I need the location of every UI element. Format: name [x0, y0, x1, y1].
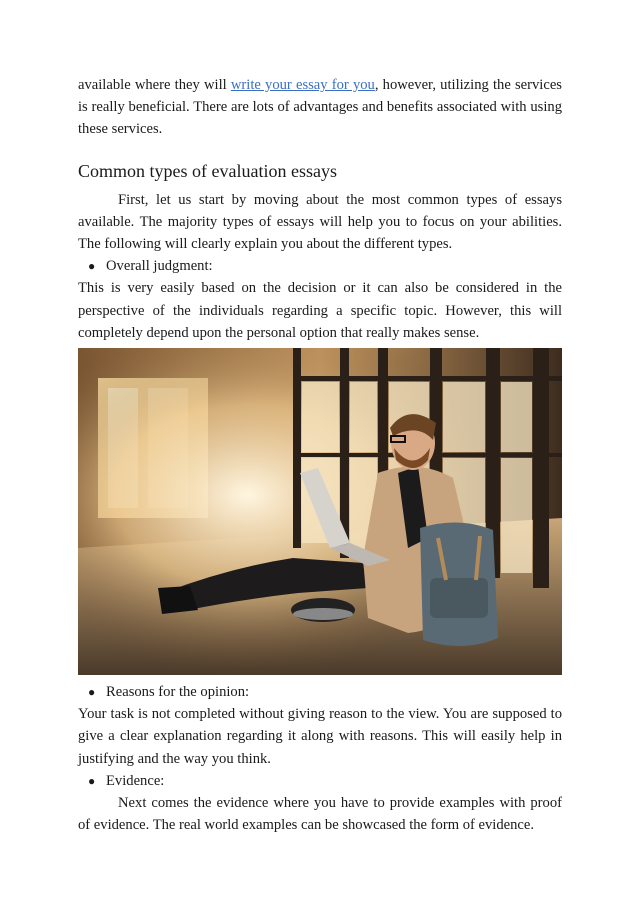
evidence-paragraph: Next comes the evidence where you have to provide examples with proof of evidence. The real world examples can be showcased the form of evidence. — [78, 795, 562, 834]
reasons-paragraph: Your task is not completed without giving reason to the view. You are supposed to give a clear explanation regarding it along with reasons. This will easily help in justifying and the way you think. — [78, 706, 562, 767]
essay-service-link[interactable]: write your essay for you — [230, 77, 375, 93]
bullet-evidence-label: Evidence: — [106, 772, 165, 789]
intro-text-before-link: available where they will — [78, 77, 231, 93]
document-page — [78, 74, 562, 836]
bullet-reasons-for-opinion — [78, 681, 562, 703]
bullet-dot-icon: ● — [88, 259, 96, 274]
intro-paragraph — [78, 74, 562, 141]
bullet-dot-icon: ● — [88, 773, 96, 788]
bullet-overall-judgment-label: Overall judgment: — [106, 258, 213, 275]
intro-text-after-link: , however, utilizing the services is really beneficial. There are lots of advantages and benefits associated with using these services. — [78, 77, 562, 138]
bullet-dot-icon: ● — [88, 685, 96, 700]
bullet-reasons-label: Reasons for the opinion: — [106, 684, 250, 701]
bullet-evidence — [78, 770, 562, 792]
student-with-laptop-photo — [78, 348, 562, 675]
overall-judgment-paragraph: This is very easily based on the decision or it can also be considered in the perspective of the individuals regarding a specific topic. However, this will completely depend upon the personal option that really makes sense. — [78, 280, 562, 341]
bullet-overall-judgment — [78, 255, 562, 277]
types-intro-paragraph: First, let us start by moving about the most common types of essays available. The majority types of essays will help you to focus on your abilities. The following will clearly explain you about the different types. — [78, 191, 562, 253]
section-heading: Common types of evaluation essays — [78, 160, 337, 181]
